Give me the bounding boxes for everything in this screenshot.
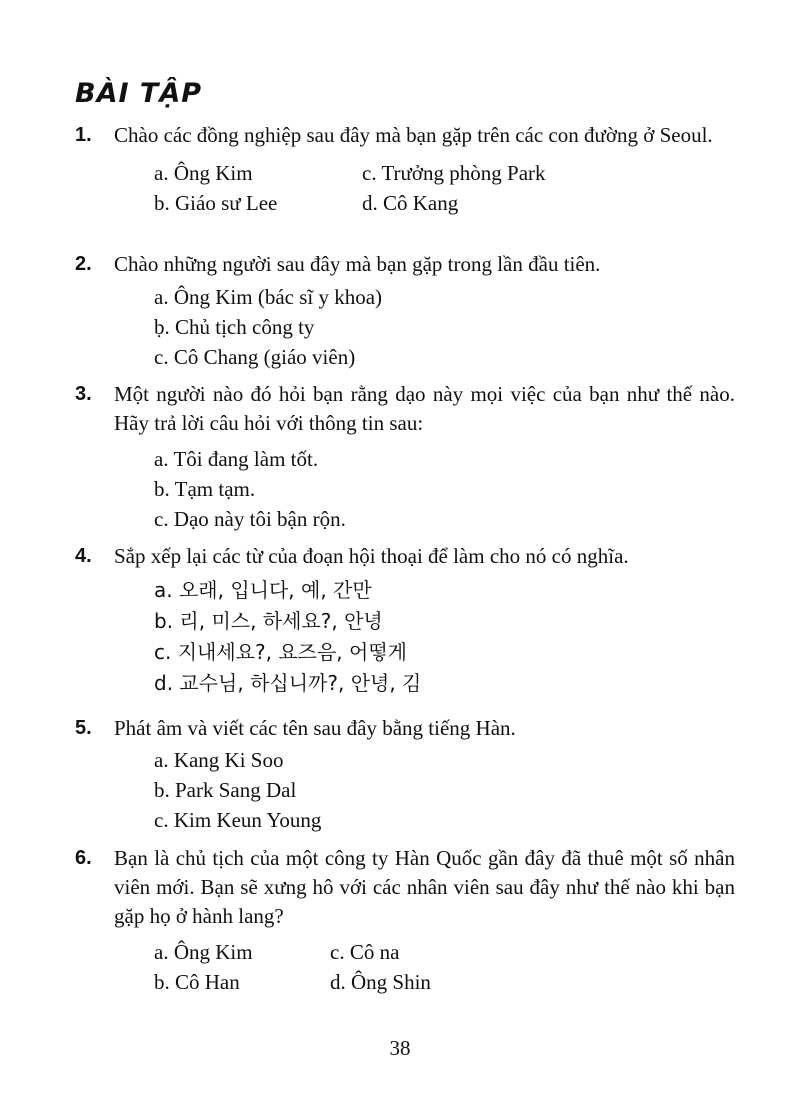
exercise-number: 1. bbox=[75, 124, 92, 146]
option: c. Dạo này tôi bận rộn. bbox=[154, 507, 346, 531]
option: d. Ông Shin bbox=[330, 970, 431, 994]
options-list bbox=[154, 745, 735, 835]
exercise-prompt: Một người nào đó hỏi bạn rằng dạo này mọi việc của bạn như thế nào. Hãy trả lời câu hỏi với thông tin sau: bbox=[114, 382, 735, 435]
exercise-1 bbox=[75, 121, 735, 218]
option: b. Tạm tạm. bbox=[154, 477, 256, 501]
exercise-number: 3. bbox=[75, 383, 92, 405]
option: c. Kim Keun Young bbox=[154, 808, 322, 832]
exercise-prompt: Bạn là chủ tịch của một công ty Hàn Quốc gần đây đã thuê một số nhân viên mới. Bạn sẽ xưng hô với các nhân viên sau đây như thế nào khi bạn gặp họ ở hành lang? bbox=[114, 846, 735, 928]
option: a. Kang Ki Soo bbox=[154, 748, 284, 772]
options-list bbox=[154, 575, 735, 699]
exercise-3 bbox=[75, 380, 735, 534]
options-list bbox=[154, 444, 735, 534]
exercise-2 bbox=[75, 250, 735, 372]
option: a. Ông Kim bbox=[154, 161, 253, 185]
section-title: BÀI TẬP bbox=[75, 78, 203, 109]
exercise-6 bbox=[75, 844, 735, 997]
option: d. 교수님, 하십니까?, 안녕, 김 bbox=[154, 671, 422, 695]
exercise-5 bbox=[75, 714, 735, 835]
exercise-prompt: Chào những người sau đây mà bạn gặp trong lần đầu tiên. bbox=[114, 252, 601, 276]
option: c. 지내세요?, 요즈음, 어떻게 bbox=[154, 640, 407, 664]
options-grid bbox=[154, 937, 735, 997]
exercise-number: 6. bbox=[75, 847, 92, 869]
option: a. 오래, 입니다, 예, 간만 bbox=[154, 578, 372, 602]
exercise-number: 4. bbox=[75, 545, 92, 567]
exercise-number: 5. bbox=[75, 717, 92, 739]
option: ḅ. Chủ tịch công ty bbox=[154, 315, 315, 339]
option: c. Cô Chang (giáo viên) bbox=[154, 345, 356, 369]
option: c. Cô na bbox=[330, 940, 400, 964]
option: b. Giáo sư Lee bbox=[154, 191, 278, 215]
option: a. Ông Kim (bác sĩ y khoa) bbox=[154, 285, 383, 309]
option: d. Cô Kang bbox=[362, 191, 459, 215]
option: c. Trưởng phòng Park bbox=[362, 161, 546, 185]
option: b. 리, 미스, 하세요?, 안녕 bbox=[154, 609, 383, 633]
exercise-prompt: Chào các đồng nghiệp sau đây mà bạn gặp trên các con đường ở Seoul. bbox=[114, 123, 713, 147]
option: b. Park Sang Dal bbox=[154, 778, 297, 802]
option: a. Ông Kim bbox=[154, 940, 253, 964]
page-number: 38 bbox=[389, 1036, 411, 1060]
options-list bbox=[154, 282, 735, 372]
exercise-prompt: Phát âm và viết các tên sau đây bằng tiếng Hàn. bbox=[114, 716, 516, 740]
exercise-prompt: Sắp xếp lại các từ của đoạn hội thoại để làm cho nó có nghĩa. bbox=[114, 544, 629, 568]
option: b. Cô Han bbox=[154, 970, 240, 994]
exercise-4 bbox=[75, 542, 735, 699]
exercise-number: 2. bbox=[75, 253, 92, 275]
options-grid bbox=[154, 158, 735, 218]
option: a. Tôi đang làm tốt. bbox=[154, 447, 319, 471]
